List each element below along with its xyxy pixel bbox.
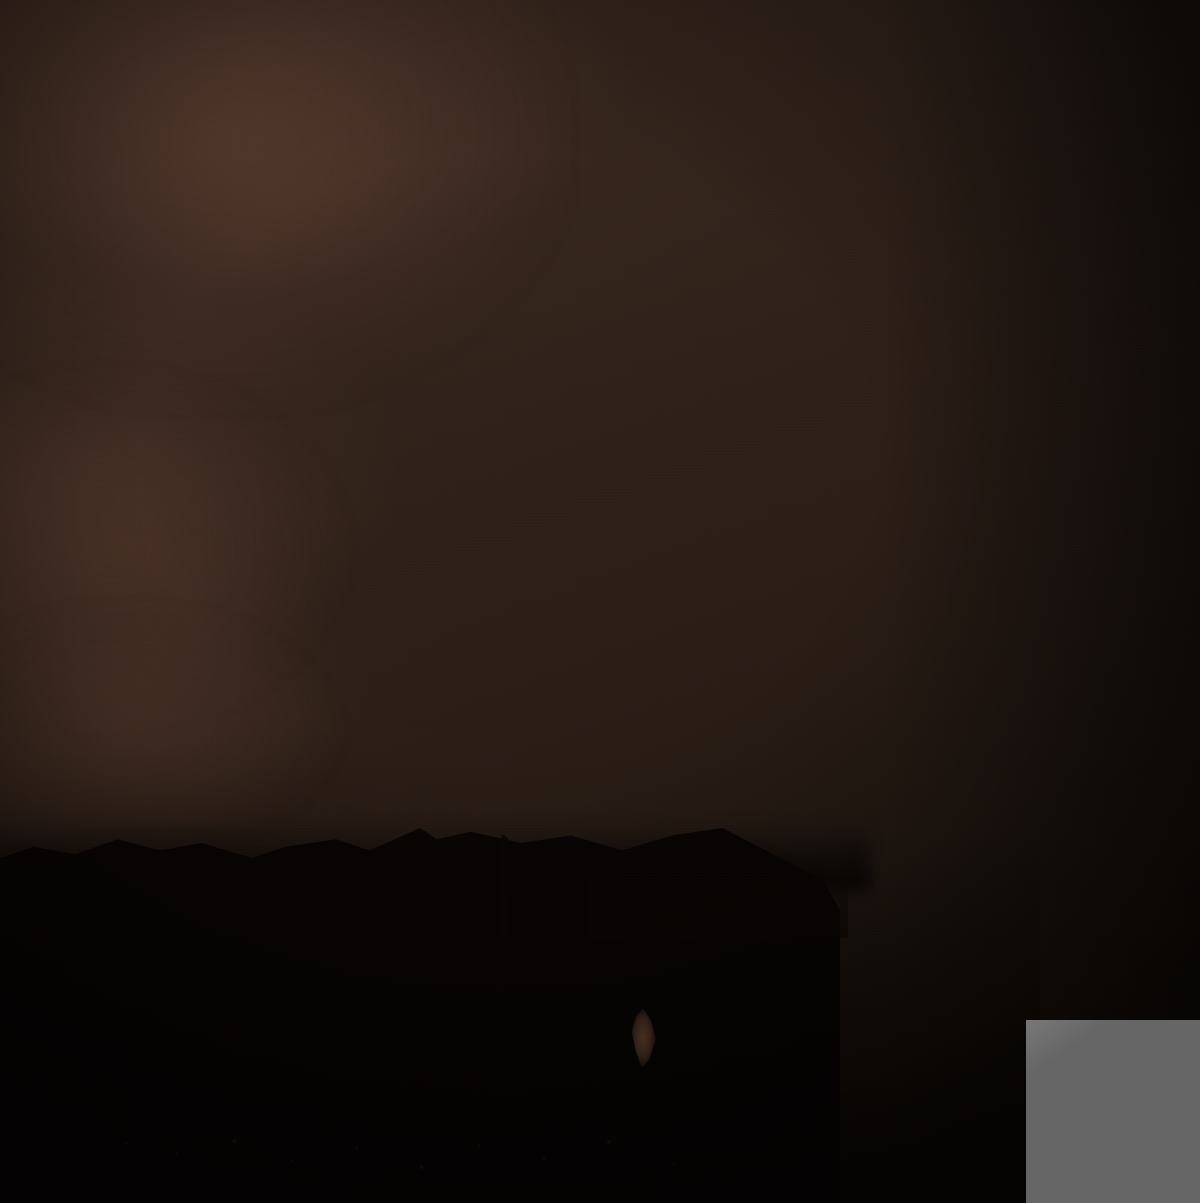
highlight-upper-left xyxy=(0,0,560,400)
silhouette-texture-speckles xyxy=(40,1130,760,1190)
white-panel xyxy=(1026,1020,1200,1203)
bottom-shadow xyxy=(840,823,1040,1203)
highlight-lower-left xyxy=(0,610,340,850)
